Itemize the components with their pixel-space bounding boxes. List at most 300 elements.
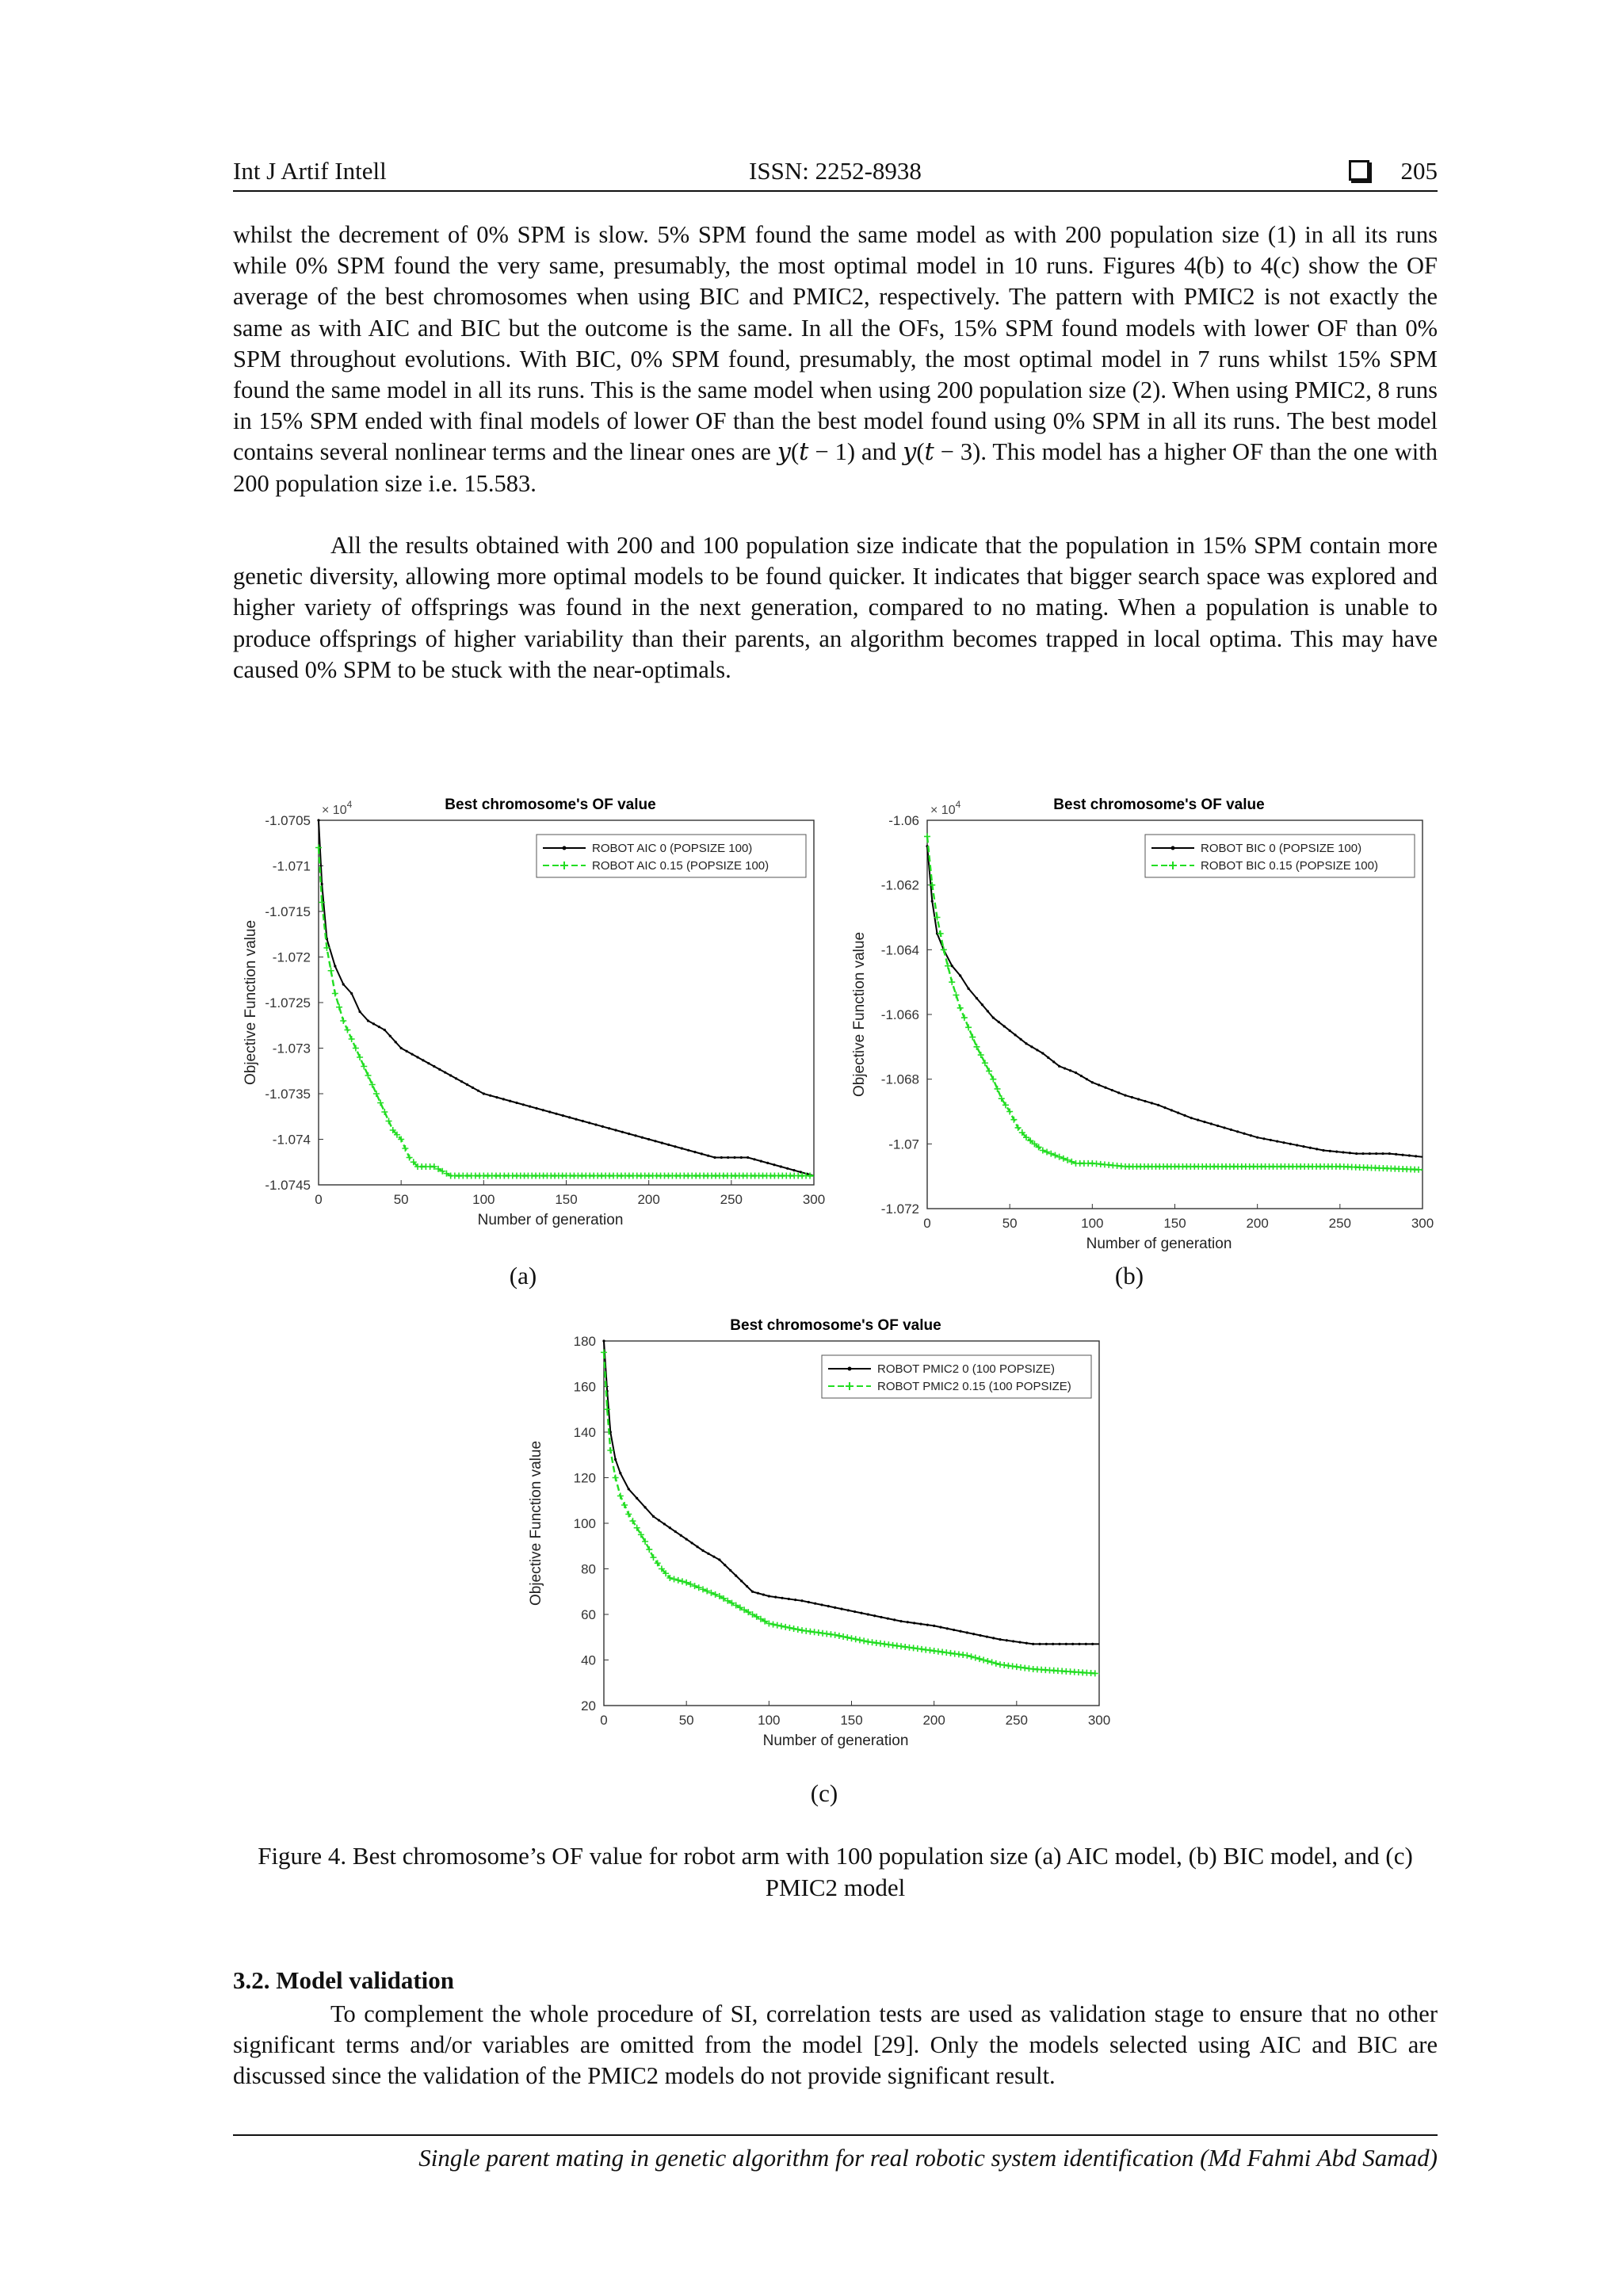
data-point-marker	[768, 1595, 770, 1597]
data-point-marker	[873, 1614, 876, 1617]
legend-label: ROBOT BIC 0.15 (POPSIZE 100)	[1201, 859, 1378, 873]
data-point-marker	[701, 1549, 704, 1552]
data-point-marker	[406, 1050, 408, 1052]
data-point-marker	[381, 1109, 388, 1115]
paragraph-3: To complement the whole procedure of SI, correlation tests are used as validation stage to ensure that no other significant terms and/or variables are omitted from the model [29]. Only the models selected using AIC and BIC are discussed since the validation of the PMIC2 models do not provide significant result.	[233, 2000, 1438, 2090]
data-point-marker	[951, 965, 953, 967]
plot-area	[927, 820, 1423, 1209]
y-tick-label: 20	[581, 1698, 596, 1713]
data-point-marker	[1014, 1033, 1017, 1036]
data-point-marker	[701, 1152, 703, 1155]
data-point-marker	[953, 1629, 955, 1631]
data-point-marker	[641, 1137, 643, 1139]
y-tick-label: -1.0745	[265, 1178, 311, 1193]
paragraph-2: All the results obtained with 200 and 100 population size indicate that the population in 15% SPM contain more genetic diversity, allowing more optimal models to be found quicker. It indicates that bigger search space was explored and higher variety of offsprings was found in the next generation, compared to no mating. When a population is unable to produce offsprings of higher variability than their parents, an algorithm becomes trapped in local optima. This may have caused 0% SPM to be stuck with the near-optimals.	[233, 532, 1438, 683]
data-point-marker	[1071, 1643, 1074, 1645]
data-point-marker	[336, 1004, 342, 1010]
x-tick-label: 150	[840, 1713, 863, 1728]
data-point-marker	[976, 1656, 983, 1662]
data-point-marker	[972, 1655, 979, 1661]
data-point-marker	[1065, 1643, 1067, 1645]
section-heading: 3.2. Model validation	[233, 1966, 455, 1994]
chart-title: Best chromosome's OF value	[445, 797, 656, 813]
data-point-marker	[992, 1016, 995, 1018]
data-point-marker	[377, 1100, 384, 1106]
data-point-marker	[995, 1086, 1001, 1092]
data-point-marker	[984, 1658, 991, 1664]
data-point-marker	[778, 1623, 785, 1629]
data-point-marker	[1078, 1643, 1080, 1645]
series-line-spm15	[927, 836, 1423, 1170]
footer-text: Single parent mating in genetic algorithm for real robotic system identification (Md Fahmi Abd Samad)	[418, 2144, 1438, 2172]
data-point-marker	[969, 1034, 976, 1041]
data-point-marker	[1025, 1642, 1028, 1645]
data-point-marker	[999, 1638, 1001, 1641]
data-point-marker	[718, 1558, 720, 1561]
data-point-marker	[602, 1339, 605, 1342]
data-point-marker	[1045, 1643, 1048, 1645]
data-point-marker	[844, 1634, 850, 1641]
data-point-marker	[766, 1162, 769, 1164]
data-point-marker	[477, 1090, 479, 1092]
y-tick-label: -1.0705	[265, 813, 311, 828]
data-point-marker	[444, 1072, 446, 1074]
chart-bic	[838, 783, 1441, 1259]
y-tick-label: -1.072	[880, 1201, 919, 1217]
data-point-marker	[1064, 1067, 1066, 1069]
x-axis-label: Number of generation	[762, 1733, 909, 1749]
legend-marker	[848, 1367, 852, 1371]
data-point-marker	[460, 1080, 463, 1083]
figure-caption: Figure 4. Best chromosome’s OF value for robot arm with 100 population size (a) AIC model, (b) BIC model, and (c) PMIC2 model	[258, 1842, 1413, 1901]
data-point-marker	[1069, 1069, 1071, 1072]
data-point-marker	[1091, 1081, 1094, 1083]
data-point-marker	[1322, 1149, 1324, 1152]
x-tick-label: 0	[600, 1713, 608, 1728]
data-point-marker	[981, 1003, 983, 1006]
data-point-marker	[1086, 1078, 1088, 1080]
data-point-marker	[786, 1167, 789, 1170]
data-point-marker	[614, 1129, 617, 1131]
data-point-marker	[472, 1087, 474, 1089]
data-point-marker	[959, 974, 961, 976]
data-point-marker	[542, 1109, 544, 1111]
data-point-marker	[788, 1598, 790, 1600]
data-point-marker	[350, 992, 353, 995]
data-point-marker	[724, 1564, 726, 1566]
x-tick-label: 50	[393, 1192, 409, 1207]
page-number-group	[1349, 157, 1438, 185]
chart-pmic2	[528, 1309, 1111, 1781]
x-tick-label: 150	[1163, 1216, 1186, 1231]
data-point-marker	[652, 1515, 655, 1518]
data-point-marker	[939, 1626, 941, 1629]
data-point-marker	[847, 1609, 850, 1611]
x-tick-label: 300	[802, 1192, 826, 1207]
data-point-marker	[1375, 1152, 1377, 1155]
y-tick-label: 140	[573, 1425, 596, 1440]
data-point-marker	[1256, 1137, 1258, 1139]
data-point-marker	[671, 1576, 678, 1582]
data-point-marker	[628, 1133, 630, 1135]
x-tick-label: 50	[678, 1713, 694, 1728]
x-tick-label: 50	[1002, 1216, 1018, 1231]
chart-aic	[230, 783, 832, 1259]
data-point-marker	[562, 1114, 564, 1117]
x-tick-label: 150	[555, 1192, 578, 1207]
data-point-marker	[1408, 1154, 1411, 1156]
data-point-marker	[1230, 1129, 1232, 1131]
data-point-marker	[369, 1082, 376, 1088]
data-point-marker	[979, 1634, 981, 1637]
x-tick-label: 300	[1411, 1216, 1434, 1231]
data-point-marker	[328, 968, 334, 974]
data-point-marker	[980, 1657, 987, 1664]
y-tick-label: -1.07	[888, 1137, 919, 1152]
data-point-marker	[1355, 1152, 1358, 1155]
data-point-marker	[957, 1005, 964, 1011]
data-point-marker	[1401, 1154, 1403, 1156]
data-point-marker	[753, 1158, 755, 1160]
data-point-marker	[575, 1118, 577, 1121]
data-point-marker	[1335, 1151, 1338, 1153]
data-point-marker	[800, 1599, 803, 1602]
data-point-marker	[619, 1472, 621, 1474]
page-footer	[233, 2134, 1438, 2172]
data-point-marker	[762, 1593, 765, 1595]
data-point-marker	[1010, 1117, 1017, 1123]
data-point-marker	[1015, 1125, 1022, 1131]
data-point-marker	[1388, 1152, 1391, 1155]
data-point-marker	[827, 1605, 830, 1607]
data-point-marker	[357, 1054, 363, 1060]
data-point-marker	[515, 1102, 517, 1104]
data-point-marker	[961, 1014, 968, 1021]
data-point-marker	[685, 1538, 688, 1541]
y-tick-label: -1.072	[272, 949, 311, 965]
data-point-marker	[1170, 1109, 1173, 1111]
data-point-marker	[466, 1083, 468, 1086]
data-point-marker	[495, 1096, 498, 1098]
data-point-marker	[681, 1147, 683, 1149]
axis-exponent: × $10^4$	[322, 799, 353, 817]
y-tick-label: -1.0715	[265, 904, 311, 919]
data-point-marker	[395, 1041, 397, 1043]
y-tick-label: 60	[581, 1607, 596, 1622]
y-tick-label: -1.071	[272, 858, 311, 874]
data-point-marker	[643, 1506, 646, 1508]
data-point-marker	[617, 1493, 624, 1499]
data-point-marker	[1329, 1150, 1331, 1152]
data-point-marker	[384, 1029, 386, 1031]
data-point-marker	[1223, 1126, 1225, 1129]
x-tick-label: 100	[758, 1713, 781, 1728]
data-point-marker	[1163, 1106, 1166, 1109]
data-point-marker	[529, 1106, 531, 1108]
data-point-marker	[978, 1052, 984, 1058]
data-point-marker	[760, 1160, 762, 1163]
data-point-marker	[1104, 1087, 1106, 1089]
y-axis-label: Objective Function value	[242, 919, 259, 1086]
data-point-marker	[1080, 1075, 1083, 1077]
data-point-marker	[1349, 1152, 1351, 1154]
data-point-marker	[535, 1107, 537, 1110]
data-point-marker	[483, 1092, 485, 1095]
data-point-marker	[907, 1621, 909, 1623]
data-point-marker	[1243, 1133, 1245, 1135]
data-point-marker	[899, 1620, 902, 1622]
data-point-marker	[931, 900, 934, 902]
data-point-marker	[774, 1622, 781, 1629]
journal-name: Int J Artif Intell	[233, 157, 387, 185]
data-point-marker	[555, 1113, 557, 1115]
data-point-marker	[1047, 1056, 1049, 1059]
data-point-marker	[986, 1068, 992, 1074]
data-point-marker	[1038, 1643, 1041, 1645]
x-axis-label: Number of generation	[1086, 1236, 1232, 1252]
x-tick-label: 0	[923, 1216, 931, 1231]
data-point-marker	[365, 1072, 372, 1079]
x-tick-label: 200	[1246, 1216, 1269, 1231]
page-number: 205	[1400, 157, 1438, 185]
data-point-marker	[489, 1095, 491, 1097]
data-point-marker	[680, 1534, 682, 1537]
data-point-marker	[1415, 1167, 1422, 1173]
data-point-marker	[621, 1502, 628, 1508]
data-point-marker	[636, 1497, 638, 1499]
data-point-marker	[770, 1622, 777, 1628]
data-point-marker	[679, 1578, 685, 1584]
data-point-marker	[857, 1637, 863, 1643]
data-point-marker	[849, 1635, 855, 1641]
data-point-marker	[389, 1035, 391, 1037]
data-point-marker	[321, 883, 323, 885]
data-point-marker	[946, 1627, 949, 1629]
data-point-marker	[1124, 1094, 1126, 1096]
axis-exponent: × $10^4$	[930, 799, 961, 817]
data-point-marker	[628, 1488, 630, 1490]
data-point-marker	[411, 1053, 413, 1056]
data-point-marker	[696, 1545, 698, 1548]
data-point-marker	[654, 1140, 656, 1142]
data-point-marker	[674, 1530, 677, 1533]
y-tick-label: 100	[573, 1516, 596, 1531]
data-point-marker	[353, 1045, 359, 1052]
data-point-marker	[693, 1151, 696, 1153]
data-point-marker	[707, 1155, 709, 1157]
data-point-marker	[402, 1145, 408, 1152]
y-tick-label: -1.0735	[265, 1087, 311, 1102]
data-point-marker	[814, 1603, 816, 1605]
data-point-marker	[989, 1659, 995, 1665]
data-point-marker	[1236, 1130, 1239, 1133]
data-point-marker	[933, 1625, 935, 1627]
data-point-marker	[840, 1608, 842, 1610]
data-point-marker	[781, 1597, 783, 1599]
x-tick-label: 0	[315, 1192, 323, 1207]
data-point-marker	[1041, 1052, 1044, 1054]
series-line-spm15	[319, 848, 814, 1176]
data-point-marker	[1177, 1112, 1179, 1114]
data-point-marker	[433, 1065, 435, 1068]
data-point-marker	[808, 1601, 810, 1603]
data-point-marker	[1183, 1114, 1186, 1117]
data-point-marker	[687, 1149, 689, 1152]
data-point-marker	[966, 1631, 968, 1633]
data-point-marker	[1137, 1098, 1140, 1100]
data-point-marker	[854, 1610, 856, 1613]
legend-label: ROBOT PMIC2 0 (100 POPSIZE)	[877, 1362, 1055, 1376]
data-point-marker	[1030, 1045, 1033, 1048]
y-tick-label: -1.062	[880, 877, 919, 893]
data-point-marker	[965, 1024, 972, 1030]
data-point-marker	[1276, 1140, 1278, 1142]
data-point-marker	[455, 1077, 457, 1079]
data-point-marker	[795, 1626, 801, 1633]
data-point-marker	[438, 1068, 441, 1071]
data-point-marker	[373, 1091, 380, 1097]
data-point-marker	[1144, 1100, 1146, 1102]
data-point-marker	[727, 1156, 729, 1159]
data-point-marker	[386, 1118, 392, 1125]
data-point-marker	[887, 1618, 889, 1620]
data-point-marker	[720, 1156, 723, 1159]
data-point-marker	[588, 1121, 590, 1124]
x-tick-label: 250	[720, 1192, 743, 1207]
data-point-marker	[1190, 1117, 1193, 1119]
legend-label: ROBOT BIC 0 (POPSIZE 100)	[1201, 842, 1362, 855]
data-point-marker	[746, 1585, 748, 1587]
data-point-marker	[924, 833, 930, 839]
data-point-marker	[372, 1022, 375, 1025]
data-point-marker	[853, 1636, 859, 1642]
data-point-marker	[675, 1577, 682, 1584]
data-point-marker	[367, 1019, 369, 1022]
data-point-marker	[358, 1010, 361, 1013]
data-point-marker	[820, 1603, 823, 1606]
y-tick-label: -1.064	[880, 942, 919, 958]
data-point-marker	[427, 1062, 430, 1064]
data-point-marker	[1058, 1643, 1060, 1645]
x-tick-label: 300	[1087, 1713, 1111, 1728]
x-tick-label: 200	[922, 1713, 945, 1728]
data-point-marker	[993, 1660, 999, 1667]
data-point-marker	[751, 1591, 754, 1593]
data-point-marker	[1210, 1122, 1212, 1125]
series-line-spm0	[927, 846, 1423, 1157]
data-point-marker	[1092, 1670, 1098, 1676]
data-point-marker	[972, 1633, 975, 1635]
data-point-marker	[974, 1044, 980, 1050]
x-tick-label: 250	[1005, 1713, 1029, 1728]
data-point-marker	[349, 1036, 355, 1042]
data-point-marker	[959, 1630, 961, 1633]
data-point-marker	[893, 1618, 896, 1621]
data-point-marker	[361, 1064, 367, 1070]
data-point-marker	[1058, 1065, 1060, 1068]
data-point-marker	[987, 1010, 989, 1012]
y-axis-label: Objective Function value	[851, 931, 868, 1098]
y-tick-label: -1.0725	[265, 995, 311, 1010]
y-tick-label: 80	[581, 1561, 596, 1577]
data-point-marker	[1395, 1153, 1397, 1156]
legend-label: ROBOT AIC 0.15 (POPSIZE 100)	[592, 859, 769, 873]
data-point-marker	[1151, 1102, 1153, 1104]
data-point-marker	[964, 1652, 970, 1659]
data-point-marker	[1131, 1096, 1133, 1098]
data-point-marker	[582, 1120, 584, 1122]
sublabel-c: (c)	[810, 1779, 838, 1807]
data-point-marker	[1250, 1134, 1252, 1137]
data-point-marker	[613, 1475, 619, 1481]
data-point-marker	[1361, 1152, 1364, 1155]
data-point-marker	[773, 1163, 775, 1166]
data-point-marker	[982, 1060, 988, 1066]
data-point-marker	[647, 1138, 650, 1140]
data-point-marker	[1342, 1151, 1344, 1153]
y-axis-label: Objective Function value	[528, 1440, 544, 1606]
data-point-marker	[861, 1637, 867, 1644]
data-point-marker	[334, 965, 336, 967]
data-point-marker	[667, 1144, 670, 1146]
data-point-marker	[548, 1110, 551, 1113]
y-tick-label: -1.066	[880, 1007, 919, 1022]
data-point-marker	[661, 1142, 663, 1144]
data-point-marker	[926, 1624, 929, 1626]
data-point-marker	[941, 946, 947, 953]
data-point-marker	[1052, 1060, 1055, 1063]
data-point-marker	[621, 1131, 624, 1133]
figure-4b	[838, 783, 1441, 1259]
data-point-marker	[1098, 1083, 1100, 1086]
data-point-marker	[1117, 1091, 1120, 1094]
sublabel-b: (b)	[1114, 1262, 1144, 1289]
data-point-marker	[646, 1546, 652, 1553]
data-point-marker	[1262, 1137, 1265, 1140]
data-point-marker	[740, 1580, 743, 1582]
data-point-marker	[342, 983, 345, 985]
data-point-marker	[836, 1633, 842, 1639]
data-point-marker	[317, 819, 319, 821]
data-point-marker	[774, 1596, 777, 1599]
data-point-marker	[400, 1047, 403, 1049]
data-point-marker	[1091, 1643, 1094, 1645]
data-point-marker	[733, 1156, 735, 1159]
data-point-marker	[786, 1625, 792, 1631]
y-tick-label: 40	[581, 1652, 596, 1668]
data-point-marker	[1009, 1030, 1011, 1032]
data-point-marker	[1025, 1042, 1027, 1045]
data-point-marker	[1111, 1089, 1113, 1091]
data-point-marker	[1075, 1072, 1077, 1074]
data-point-marker	[992, 1637, 995, 1639]
data-point-marker	[729, 1569, 731, 1572]
data-point-marker	[1006, 1639, 1008, 1641]
data-point-marker	[792, 1169, 795, 1171]
data-point-marker	[860, 1612, 862, 1614]
data-point-marker	[1012, 1640, 1014, 1642]
data-point-marker	[1157, 1104, 1159, 1106]
y-tick-label: -1.06	[888, 813, 919, 828]
data-point-marker	[782, 1624, 789, 1630]
data-point-marker	[1019, 1038, 1022, 1041]
data-point-marker	[712, 1556, 715, 1558]
chart-title: Best chromosome's OF value	[730, 1317, 941, 1334]
data-point-marker	[747, 1156, 749, 1159]
data-point-marker	[840, 1633, 846, 1640]
data-point-marker	[880, 1616, 882, 1618]
paragraph-1: whilst the decrement of 0% SPM is slow. 5% SPM found the same model as with 200 population size (1) in all its runs while 0% SPM found the very same, presumably, the most optimal model in 10 runs. Figures 4(b) to 4(c) show the OF average of the best chromosomes when using BIC and PMIC2, respectively. The pattern with PMIC2 is not exactly the same as with AIC and BIC but the outcome is the same. In all the OFs, 15% SPM found models with lower OF than 0% SPM throughout evolutions. With BIC, 0% SPM found, presumably, the most optimal model in 7 runs whilst 15% SPM found the same model in all its runs. This is the same model when using 200 population size (2). When using PMIC2, 8 runs in 15% SPM ended with final models of lower OF than the best model found using 0% SPM in all its runs. The best model contains several nonlinear terms and the linear ones are 𝑦(𝑡 − 1) and 𝑦(𝑡 − 3). This model has a higher OF than the one with 200 population size i.e. 15.583.	[233, 221, 1438, 497]
